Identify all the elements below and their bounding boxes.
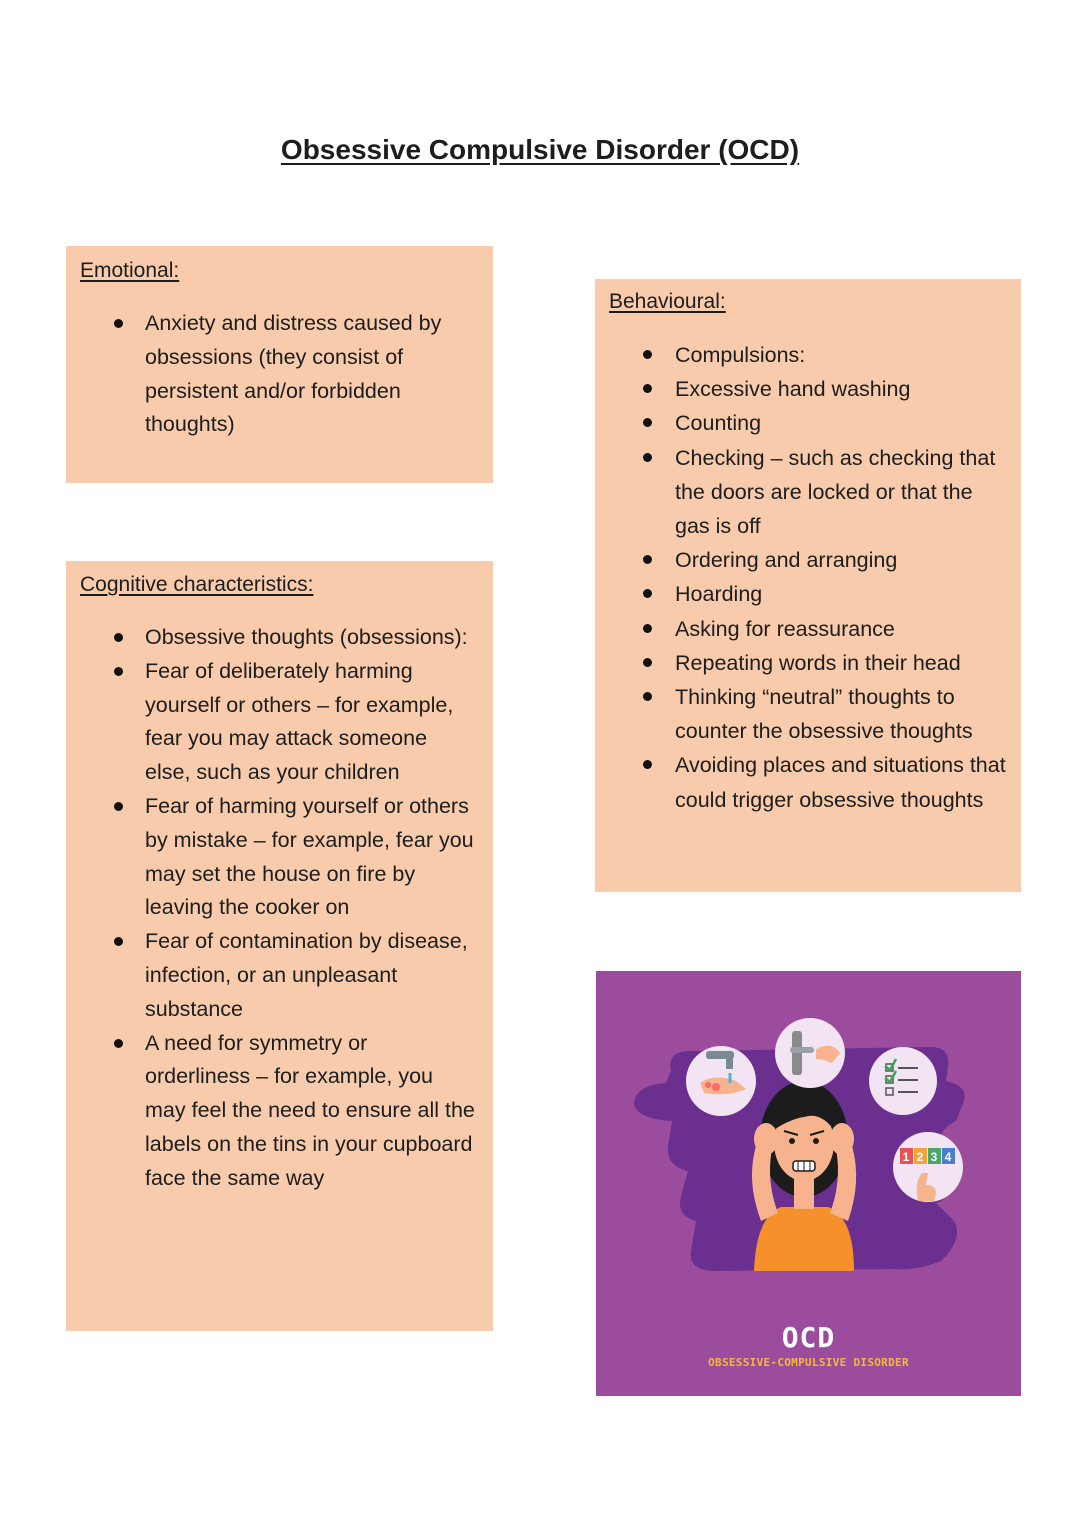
- list-item: Anxiety and distress caused by obsessions (they consist of persistent and/or forbidden thoughts): [80, 307, 493, 442]
- count-digit-4: 4: [944, 1150, 952, 1164]
- emotional-list: [80, 307, 493, 442]
- door-handle-icon: [775, 1018, 845, 1088]
- cognitive-list: [80, 621, 493, 1196]
- list-item: Checking – such as checking that the doors are locked or that the gas is off: [609, 441, 1021, 544]
- cognitive-box: [66, 561, 493, 1331]
- emotional-heading: Emotional:: [80, 259, 180, 282]
- behavioural-list: [609, 338, 1021, 817]
- list-item: Ordering and arranging: [609, 543, 1021, 577]
- cognitive-heading: Cognitive characteristics:: [80, 573, 314, 596]
- count-digit-1: 1: [902, 1150, 910, 1164]
- count-digit-3: 3: [930, 1150, 938, 1164]
- list-item: Thinking “neutral” thoughts to counter the obsessive thoughts: [609, 680, 1021, 748]
- checklist-icon: [869, 1047, 937, 1115]
- behavioural-heading: Behavioural:: [609, 290, 726, 313]
- list-item: Fear of deliberately harming yourself or others – for example, fear you may attack someone else, such as your children: [80, 655, 493, 790]
- list-item: Avoiding places and situations that could trigger obsessive thoughts: [609, 748, 1021, 816]
- list-item: Compulsions:: [609, 338, 1021, 372]
- behavioural-box: [595, 279, 1021, 892]
- illustration-subtitle: OBSESSIVE-COMPULSIVE DISORDER: [708, 1356, 909, 1369]
- hand-washing-icon: [686, 1046, 756, 1116]
- list-item: Obsessive thoughts (obsessions):: [80, 621, 493, 655]
- list-item: Counting: [609, 406, 1021, 440]
- ocd-illustration: [596, 971, 1021, 1396]
- list-item: Fear of contamination by disease, infection, or an unpleasant substance: [80, 925, 493, 1026]
- counting-icon: [893, 1132, 963, 1202]
- page-title: Obsessive Compulsive Disorder (OCD): [280, 134, 800, 165]
- list-item: Excessive hand washing: [609, 372, 1021, 406]
- list-item: Hoarding: [609, 577, 1021, 611]
- list-item: Asking for reassurance: [609, 612, 1021, 646]
- list-item: Fear of harming yourself or others by mistake – for example, fear you may set the house on fire by leaving the cooker on: [80, 790, 493, 925]
- emotional-box: [66, 246, 493, 483]
- illustration-title: OCD: [781, 1321, 836, 1354]
- count-digit-2: 2: [916, 1150, 924, 1164]
- list-item: A need for symmetry or orderliness – for example, you may feel the need to ensure all the labels on the tins in your cupboard face the same way: [80, 1027, 493, 1196]
- list-item: Repeating words in their head: [609, 646, 1021, 680]
